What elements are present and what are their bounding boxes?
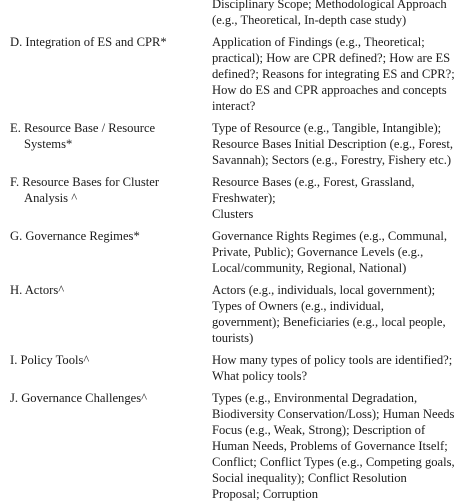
description-line: Actors (e.g., individuals, local government);	[212, 283, 436, 297]
description-line: Governance Rights Regimes (e.g., Communal,	[212, 229, 448, 243]
description-line: Focus (e.g., Weak, Strong); Description of	[212, 423, 426, 437]
description-line: defined?; Reasons for integrating ES and CPR?;	[212, 67, 455, 81]
description-line: Clusters	[212, 207, 254, 221]
table-row	[0, 0, 474, 28]
description-line: Types (e.g., Environmental Degradation,	[212, 391, 418, 405]
category-cell	[0, 390, 212, 406]
description-line: Resource Bases (e.g., Forest, Grassland,	[212, 175, 415, 189]
category-cell	[0, 174, 212, 206]
description-line: Conflict; Conflict Types (e.g., Competing goals,	[212, 455, 455, 469]
description-cell	[212, 282, 474, 346]
category-label: G. Governance Regimes*	[10, 229, 140, 243]
description-line: Local/community, Regional, National)	[212, 261, 407, 275]
description-line: government); Beneficiaries (e.g., local people,	[212, 315, 446, 329]
description-line: Social inequality); Conflict Resolution	[212, 471, 407, 485]
description-line: Human Needs, Problems of Governance Itself;	[212, 439, 448, 453]
description-cell	[212, 120, 474, 168]
description-cell	[212, 174, 474, 222]
table-row	[0, 120, 474, 168]
category-cell	[0, 120, 212, 152]
table-row	[0, 352, 474, 384]
description-line: practical); How are CPR defined?; How are ES	[212, 51, 451, 65]
category-label: I. Policy Tools^	[10, 353, 90, 367]
table-row	[0, 174, 474, 222]
description-line: Types of Owners (e.g., individual,	[212, 299, 384, 313]
description-line: Disciplinary Scope; Methodological Approach	[212, 0, 447, 11]
description-line: Proposal; Corruption	[212, 487, 318, 501]
category-label: H. Actors^	[10, 283, 65, 297]
category-label-continued: Systems*	[24, 137, 73, 151]
category-cell	[0, 34, 212, 50]
description-cell	[212, 34, 474, 114]
description-line: Biodiversity Conservation/Loss); Human Needs	[212, 407, 455, 421]
description-line: tourists)	[212, 331, 254, 345]
category-cell	[0, 352, 212, 368]
description-cell	[212, 390, 474, 502]
description-line: Savannah); Sectors (e.g., Forestry, Fishery etc.)	[212, 153, 452, 167]
description-line: How do ES and CPR approaches and concepts	[212, 83, 447, 97]
category-label: E. Resource Base / Resource	[10, 121, 156, 135]
category-label: D. Integration of ES and CPR*	[10, 35, 167, 49]
description-line: (e.g., Theoretical, In-depth case study)	[212, 13, 407, 27]
category-cell	[0, 228, 212, 244]
description-cell	[212, 352, 474, 384]
description-line: interact?	[212, 99, 256, 113]
description-line: Type of Resource (e.g., Tangible, Intangible);	[212, 121, 442, 135]
description-line: Freshwater);	[212, 191, 276, 205]
description-line: What policy tools?	[212, 369, 308, 383]
description-line: Private, Public); Governance Levels (e.g.,	[212, 245, 424, 259]
category-label-continued: Analysis ^	[24, 191, 78, 205]
description-cell	[212, 0, 474, 28]
category-cell	[0, 282, 212, 298]
description-cell	[212, 228, 474, 276]
description-line: Application of Findings (e.g., Theoretical;	[212, 35, 425, 49]
category-label: F. Resource Bases for Cluster	[10, 175, 160, 189]
table-row	[0, 282, 474, 346]
table-row	[0, 228, 474, 276]
table-row	[0, 34, 474, 114]
category-label: J. Governance Challenges^	[10, 391, 148, 405]
description-line: Resource Bases Initial Description (e.g., Forest,	[212, 137, 453, 151]
table-row	[0, 390, 474, 502]
description-line: How many types of policy tools are identified?;	[212, 353, 453, 367]
